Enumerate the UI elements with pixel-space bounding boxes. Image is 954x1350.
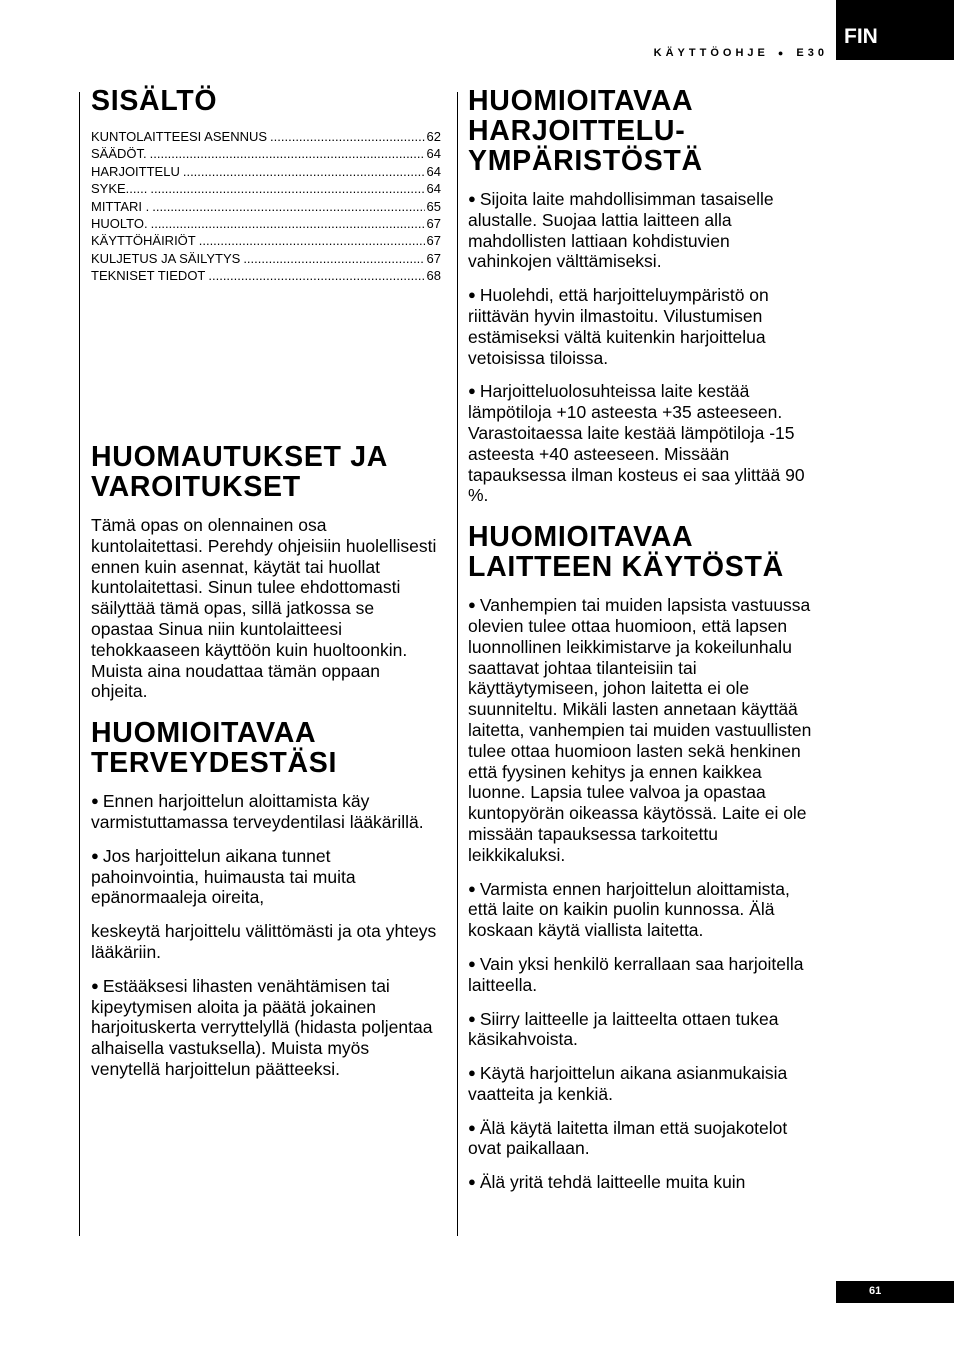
health-bullet-1: ● Ennen harjoittelun aloittamista käy varmistuttamassa terveydentilasi lääkärillä.	[91, 791, 441, 833]
usage-bullet-1: ● Vanhempien tai muiden lapsista vastuussa olevien tulee ottaa huomioon, että lapsen luonnollinen leikkimistarve ja kokeilunhalu saattavat johtaa tilanteisiin tai käyttäytymiseen, johon laitetta ei ole suunniteltu. Mikäli lasten annetaan käyttää laitetta, vanhempien tai muiden vastuullisten tulee ottaa huomioon lasten sekä henkinen että fyysinen kehitys ja ennen kaikkea luonne. Lapsia tulee valvoa ja opastaa kuntopyörän oikeassa käytössä. Laite ei ole missään tapauksessa tarkoitettu leikkikaluksi.	[468, 595, 818, 865]
toc-item-page: 68	[426, 268, 441, 284]
usage-title-line1: HUOMIOITAVAA	[468, 521, 694, 554]
toc-item[interactable]	[91, 180, 441, 197]
usage-title	[468, 522, 818, 582]
model-name: E30	[796, 47, 828, 59]
manual-title: KÄYTTÖOHJE	[653, 47, 769, 59]
notes-section	[91, 442, 441, 1080]
right-column	[468, 86, 818, 1193]
toc-item-page: 64	[426, 181, 441, 197]
left-column-rule	[79, 92, 80, 1236]
environment-title-line2: HARJOITTELU-	[468, 115, 686, 147]
notes-title	[91, 442, 441, 502]
toc-item-page: 67	[426, 233, 441, 249]
toc-title: SISÄLTÖ	[91, 85, 218, 117]
environment-bullet-1: ● Sijoita laite mahdollisimman tasaiselle alustalle. Suojaa lattia laitteen alla mahdollisten lattiaan kohdistuvien vahinkojen välttämiseksi.	[468, 189, 818, 272]
toc-item-label: HARJOITTELU	[91, 163, 180, 179]
left-column	[91, 85, 441, 1079]
toc-item[interactable]	[91, 232, 441, 249]
toc-item-label: TEKNISET TIEDOT	[91, 268, 206, 284]
health-paragraph-3: keskeytä harjoittelu välittömästi ja ota yhteys lääkäriin.	[91, 921, 437, 962]
right-column-rule	[457, 92, 458, 1236]
health-bullet-2: ● Jos harjoittelun aikana tunnet pahoinvointia, huimausta tai muita epänormaaleja oireita,	[91, 846, 441, 908]
toc-item-label: HUOLTO.	[91, 216, 148, 232]
environment-bullet-2: ● Huolehdi, että harjoitteluympäristö on riittävän hyvin ilmastoitu. Vilustumisen estämiseksi vältä kuitenkin harjoittelua vetoisissa tiloissa.	[468, 285, 818, 368]
environment-title	[468, 86, 818, 176]
toc-item-label: MITTARI .	[91, 198, 150, 214]
toc-item[interactable]	[91, 267, 441, 284]
environment-title-line3: YMPÄRISTÖSTÄ	[468, 145, 703, 177]
health-bullet-4: ● Estääksesi lihasten venähtämisen tai kipeytymisen aloita ja päätä jokainen harjoituskerta verryttelyllä (hidasta poljentaa alhaisella vastuksella). Muista myös venytellä harjoittelun päätteeksi.	[91, 976, 441, 1080]
toc-item-page: 67	[426, 250, 441, 266]
header-separator: ●	[777, 48, 788, 58]
notes-title-line1: HUOMAUTUKSET JA	[91, 441, 389, 473]
health-title	[91, 718, 441, 778]
toc-item[interactable]	[91, 163, 441, 180]
usage-bullet-7: ● Älä yritä tehdä laitteelle muita kuin	[468, 1172, 818, 1193]
usage-bullet-6: ● Älä käytä laitetta ilman että suojakotelot ovat paikallaan.	[468, 1118, 818, 1160]
toc-item-label: KULJETUS JA SÄILYTYS	[91, 250, 241, 266]
notes-body: Tämä opas on olennainen osa kuntolaitettasi. Perehdy ohjeisiin huolellisesti ennen kuin asennat, käytät tai huollat kuntolaitettasi. Sinun tulee ehdottomasti säilyttää tämä opas, sillä jatkossa se opastaa Sinua niin kuntolaitteesi tehokkaaseen käyttöön kuin huoltoonkin. Muista aina noudattaa tämän oppaan ohjeita.	[91, 515, 437, 702]
toc-item-page: 64	[426, 146, 441, 162]
usage-bullet-2: ● Varmista ennen harjoittelun aloittamista, että laite on kaikin puolin kunnossa. Älä koskaan käytä viallista laitetta.	[468, 879, 818, 941]
toc-item[interactable]	[91, 198, 441, 215]
notes-title-line2: VAROITUKSET	[91, 471, 301, 503]
usage-title-line2: LAITTEEN KÄYTÖSTÄ	[468, 551, 784, 584]
toc-item-label: KÄYTTÖHÄIRIÖT	[91, 233, 196, 249]
toc-item[interactable]	[91, 128, 441, 145]
usage-bullet-3: ● Vain yksi henkilö kerrallaan saa harjoitella laitteella.	[468, 954, 818, 996]
environment-title-line1: HUOMIOITAVAA	[468, 85, 694, 117]
toc-item-page: 64	[426, 163, 441, 179]
language-tab: FIN	[836, 0, 954, 60]
health-title-line2: TERVEYDESTÄSI	[91, 747, 338, 780]
page-number: 61	[836, 1281, 954, 1303]
toc-item-page: 67	[426, 216, 441, 232]
toc-item-label: SÄÄDÖT.	[91, 146, 147, 162]
health-title-line1: HUOMIOITAVAA	[91, 717, 317, 750]
toc-item-label: KUNTOLAITTEESI ASENNUS	[91, 129, 268, 144]
toc-item[interactable]	[91, 250, 441, 267]
toc-item-page: 65	[426, 198, 441, 214]
manual-header	[654, 47, 828, 59]
toc-item-label: SYKE......	[91, 181, 148, 197]
usage-bullet-4: ● Siirry laitteelle ja laitteelta ottaen tukea käsikahvoista.	[468, 1009, 818, 1051]
environment-bullet-3: ● Harjoitteluolosuhteissa laite kestää lämpötiloja +10 asteesta +35 asteeseen. Varastoitaessa laite kestää lämpötiloja -15 asteesta +40 asteeseen. Missään tapauksessa ilman kosteus ei saa ylittää 90 %.	[468, 381, 818, 506]
usage-bullet-5: ● Käytä harjoittelun aikana asianmukaisia vaatteita ja kenkiä.	[468, 1063, 818, 1105]
toc-item-page: 62	[426, 129, 441, 144]
toc-item[interactable]	[91, 215, 441, 232]
table-of-contents	[91, 128, 441, 285]
toc-item[interactable]	[91, 145, 441, 162]
